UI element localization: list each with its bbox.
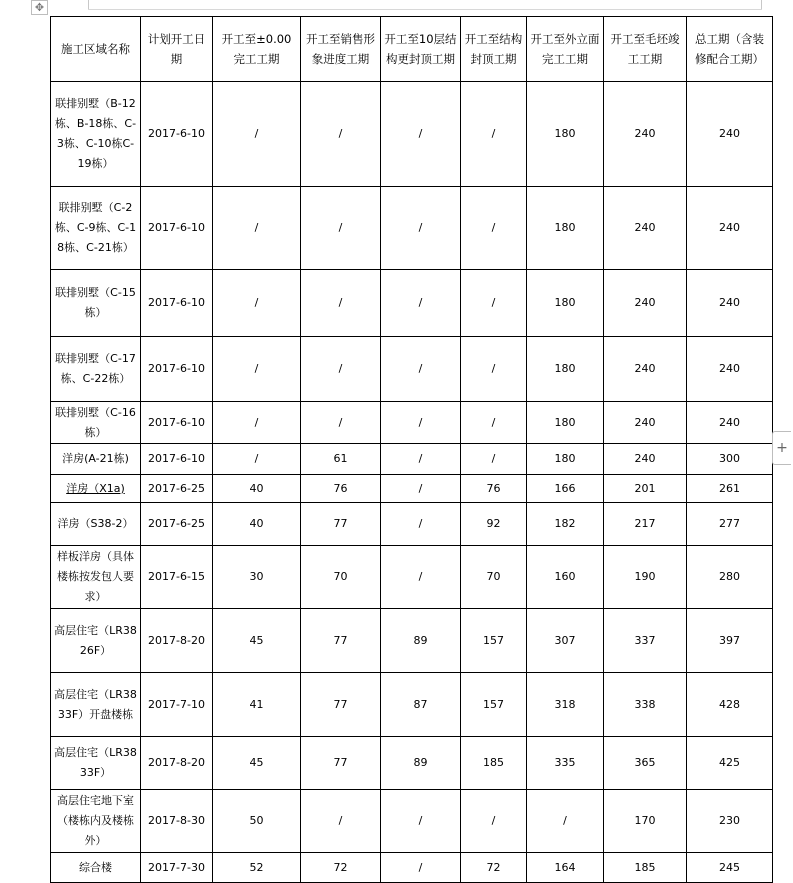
- value-cell[interactable]: 180: [527, 82, 604, 187]
- area-name-cell[interactable]: 洋房（S38-2）: [51, 503, 141, 546]
- value-cell[interactable]: 190: [604, 546, 687, 609]
- value-cell[interactable]: 185: [461, 737, 527, 790]
- start-date-cell[interactable]: 2017-6-25: [141, 475, 213, 503]
- value-cell[interactable]: /: [213, 337, 301, 402]
- value-cell[interactable]: /: [301, 187, 381, 270]
- value-cell[interactable]: /: [381, 402, 461, 444]
- value-cell[interactable]: 338: [604, 673, 687, 737]
- value-cell[interactable]: 41: [213, 673, 301, 737]
- value-cell[interactable]: 70: [301, 546, 381, 609]
- value-cell[interactable]: 185: [604, 853, 687, 883]
- value-cell[interactable]: 70: [461, 546, 527, 609]
- value-cell[interactable]: 240: [604, 270, 687, 337]
- value-cell[interactable]: 180: [527, 337, 604, 402]
- table-row: [51, 337, 773, 402]
- area-name-cell[interactable]: 联排别墅（C-17栋、C-22栋）: [51, 337, 141, 402]
- value-cell[interactable]: /: [461, 790, 527, 853]
- value-cell[interactable]: 180: [527, 270, 604, 337]
- area-name-cell[interactable]: 洋房(A-21栋): [51, 444, 141, 475]
- value-cell[interactable]: 240: [604, 444, 687, 475]
- header-row: [51, 17, 773, 82]
- area-name-cell[interactable]: 联排别墅（B-12栋、B-18栋、C-3栋、C-10栋C-19栋）: [51, 82, 141, 187]
- value-cell[interactable]: /: [527, 790, 604, 853]
- value-cell[interactable]: 335: [527, 737, 604, 790]
- header-cell: 开工至结构封顶工期: [461, 17, 527, 82]
- value-cell[interactable]: 240: [687, 402, 773, 444]
- value-cell[interactable]: /: [213, 82, 301, 187]
- table-row: [51, 82, 773, 187]
- area-name-cell[interactable]: 高层住宅（LR38 33F）: [51, 737, 141, 790]
- value-cell[interactable]: /: [381, 503, 461, 546]
- start-date-cell[interactable]: 2017-8-20: [141, 609, 213, 673]
- value-cell[interactable]: 277: [687, 503, 773, 546]
- table-row: [51, 790, 773, 853]
- value-cell[interactable]: 280: [687, 546, 773, 609]
- value-cell[interactable]: /: [461, 82, 527, 187]
- table-row: [51, 546, 773, 609]
- value-cell[interactable]: /: [301, 337, 381, 402]
- value-cell[interactable]: 89: [381, 609, 461, 673]
- value-cell[interactable]: 40: [213, 503, 301, 546]
- value-cell[interactable]: 240: [604, 337, 687, 402]
- value-cell[interactable]: 307: [527, 609, 604, 673]
- area-name-cell[interactable]: 样板洋房（具体楼栋按发包人要求）: [51, 546, 141, 609]
- value-cell[interactable]: 230: [687, 790, 773, 853]
- value-cell[interactable]: 77: [301, 609, 381, 673]
- value-cell[interactable]: 240: [687, 187, 773, 270]
- value-cell[interactable]: 428: [687, 673, 773, 737]
- value-cell[interactable]: /: [301, 790, 381, 853]
- value-cell[interactable]: /: [301, 402, 381, 444]
- header-cell: 开工至外立面完工工期: [527, 17, 604, 82]
- value-cell[interactable]: /: [213, 444, 301, 475]
- header-cell: 开工至10层结构更封顶工期: [381, 17, 461, 82]
- value-cell[interactable]: 182: [527, 503, 604, 546]
- area-name-cell[interactable]: 联排别墅（C-16栋）: [51, 402, 141, 444]
- start-date-cell[interactable]: 2017-6-10: [141, 444, 213, 475]
- start-date-cell[interactable]: 2017-6-10: [141, 402, 213, 444]
- value-cell[interactable]: 245: [687, 853, 773, 883]
- start-date-cell[interactable]: 2017-8-20: [141, 737, 213, 790]
- value-cell[interactable]: 61: [301, 444, 381, 475]
- area-name-cell[interactable]: 联排别墅（C-15栋）: [51, 270, 141, 337]
- value-cell[interactable]: 365: [604, 737, 687, 790]
- margin-line: [88, 9, 762, 10]
- value-cell[interactable]: 240: [687, 270, 773, 337]
- value-cell[interactable]: 30: [213, 546, 301, 609]
- value-cell[interactable]: /: [461, 402, 527, 444]
- value-cell[interactable]: 77: [301, 737, 381, 790]
- value-cell[interactable]: /: [381, 337, 461, 402]
- start-date-cell[interactable]: 2017-6-25: [141, 503, 213, 546]
- value-cell[interactable]: /: [213, 270, 301, 337]
- start-date-cell[interactable]: 2017-6-10: [141, 270, 213, 337]
- value-cell[interactable]: 180: [527, 444, 604, 475]
- value-cell[interactable]: 337: [604, 609, 687, 673]
- area-name-cell[interactable]: 高层住宅（LR38 26F）: [51, 609, 141, 673]
- value-cell[interactable]: 166: [527, 475, 604, 503]
- value-cell[interactable]: 240: [604, 82, 687, 187]
- value-cell[interactable]: 425: [687, 737, 773, 790]
- value-cell[interactable]: /: [381, 444, 461, 475]
- value-cell[interactable]: 180: [527, 402, 604, 444]
- value-cell[interactable]: 87: [381, 673, 461, 737]
- value-cell[interactable]: 77: [301, 673, 381, 737]
- value-cell[interactable]: 201: [604, 475, 687, 503]
- value-cell[interactable]: 40: [213, 475, 301, 503]
- table-row: [51, 270, 773, 337]
- area-name-cell[interactable]: 洋房（X1a): [51, 475, 141, 503]
- table-row: [51, 444, 773, 475]
- value-cell[interactable]: 50: [213, 790, 301, 853]
- value-cell[interactable]: /: [301, 270, 381, 337]
- value-cell[interactable]: /: [461, 187, 527, 270]
- table-row: [51, 187, 773, 270]
- start-date-cell[interactable]: 2017-8-30: [141, 790, 213, 853]
- value-cell[interactable]: /: [461, 337, 527, 402]
- value-cell[interactable]: 72: [301, 853, 381, 883]
- value-cell[interactable]: /: [301, 82, 381, 187]
- value-cell[interactable]: 77: [301, 503, 381, 546]
- start-date-cell[interactable]: 2017-6-10: [141, 337, 213, 402]
- table-row: [51, 475, 773, 503]
- add-column-plus-icon[interactable]: +: [772, 431, 791, 465]
- margin-marker-right: [761, 0, 762, 9]
- schedule-table: [50, 16, 773, 883]
- header-cell: 施工区域名称: [51, 17, 141, 82]
- value-cell[interactable]: 164: [527, 853, 604, 883]
- value-cell[interactable]: 318: [527, 673, 604, 737]
- value-cell[interactable]: /: [381, 475, 461, 503]
- value-cell[interactable]: 52: [213, 853, 301, 883]
- value-cell[interactable]: 170: [604, 790, 687, 853]
- table-move-handle-icon[interactable]: ✥: [31, 0, 48, 15]
- header-cell: 开工至毛坯竣工工期: [604, 17, 687, 82]
- start-date-cell[interactable]: 2017-7-30: [141, 853, 213, 883]
- header-cell: 计划开工日期: [141, 17, 213, 82]
- value-cell[interactable]: 300: [687, 444, 773, 475]
- table-row: [51, 503, 773, 546]
- value-cell[interactable]: /: [461, 270, 527, 337]
- margin-marker-left: [88, 0, 89, 9]
- value-cell[interactable]: 180: [527, 187, 604, 270]
- value-cell[interactable]: 76: [461, 475, 527, 503]
- start-date-cell[interactable]: 2017-6-10: [141, 82, 213, 187]
- area-name-cell[interactable]: 联排别墅（C-2栋、C-9栋、C-18栋、C-21栋）: [51, 187, 141, 270]
- value-cell[interactable]: 45: [213, 737, 301, 790]
- value-cell[interactable]: 45: [213, 609, 301, 673]
- header-cell: 开工至±0.00完工工期: [213, 17, 301, 82]
- value-cell[interactable]: /: [381, 790, 461, 853]
- header-cell: 开工至销售形象进度工期: [301, 17, 381, 82]
- area-name-cell[interactable]: 高层住宅地下室（楼栋内及楼栋外）: [51, 790, 141, 853]
- value-cell[interactable]: /: [381, 853, 461, 883]
- value-cell[interactable]: /: [381, 546, 461, 609]
- value-cell[interactable]: 157: [461, 609, 527, 673]
- value-cell[interactable]: 92: [461, 503, 527, 546]
- value-cell[interactable]: /: [381, 270, 461, 337]
- value-cell[interactable]: /: [213, 187, 301, 270]
- table-row: [51, 673, 773, 737]
- table-row: [51, 737, 773, 790]
- table-row: [51, 853, 773, 883]
- start-date-cell[interactable]: 2017-6-10: [141, 187, 213, 270]
- value-cell[interactable]: 240: [604, 187, 687, 270]
- value-cell[interactable]: /: [381, 82, 461, 187]
- value-cell[interactable]: 72: [461, 853, 527, 883]
- value-cell[interactable]: 89: [381, 737, 461, 790]
- value-cell[interactable]: 217: [604, 503, 687, 546]
- area-name-cell[interactable]: 高层住宅（LR38 33F）开盘楼栋: [51, 673, 141, 737]
- value-cell[interactable]: 240: [604, 402, 687, 444]
- table-row: [51, 609, 773, 673]
- value-cell[interactable]: 76: [301, 475, 381, 503]
- value-cell[interactable]: 397: [687, 609, 773, 673]
- table-row: [51, 402, 773, 444]
- value-cell[interactable]: /: [381, 187, 461, 270]
- value-cell[interactable]: /: [461, 444, 527, 475]
- start-date-cell[interactable]: 2017-6-15: [141, 546, 213, 609]
- value-cell[interactable]: 157: [461, 673, 527, 737]
- start-date-cell[interactable]: 2017-7-10: [141, 673, 213, 737]
- value-cell[interactable]: 160: [527, 546, 604, 609]
- value-cell[interactable]: 240: [687, 337, 773, 402]
- value-cell[interactable]: 261: [687, 475, 773, 503]
- value-cell[interactable]: /: [213, 402, 301, 444]
- area-name-cell[interactable]: 综合楼: [51, 853, 141, 883]
- value-cell[interactable]: 240: [687, 82, 773, 187]
- header-cell: 总工期（含装修配合工期）: [687, 17, 773, 82]
